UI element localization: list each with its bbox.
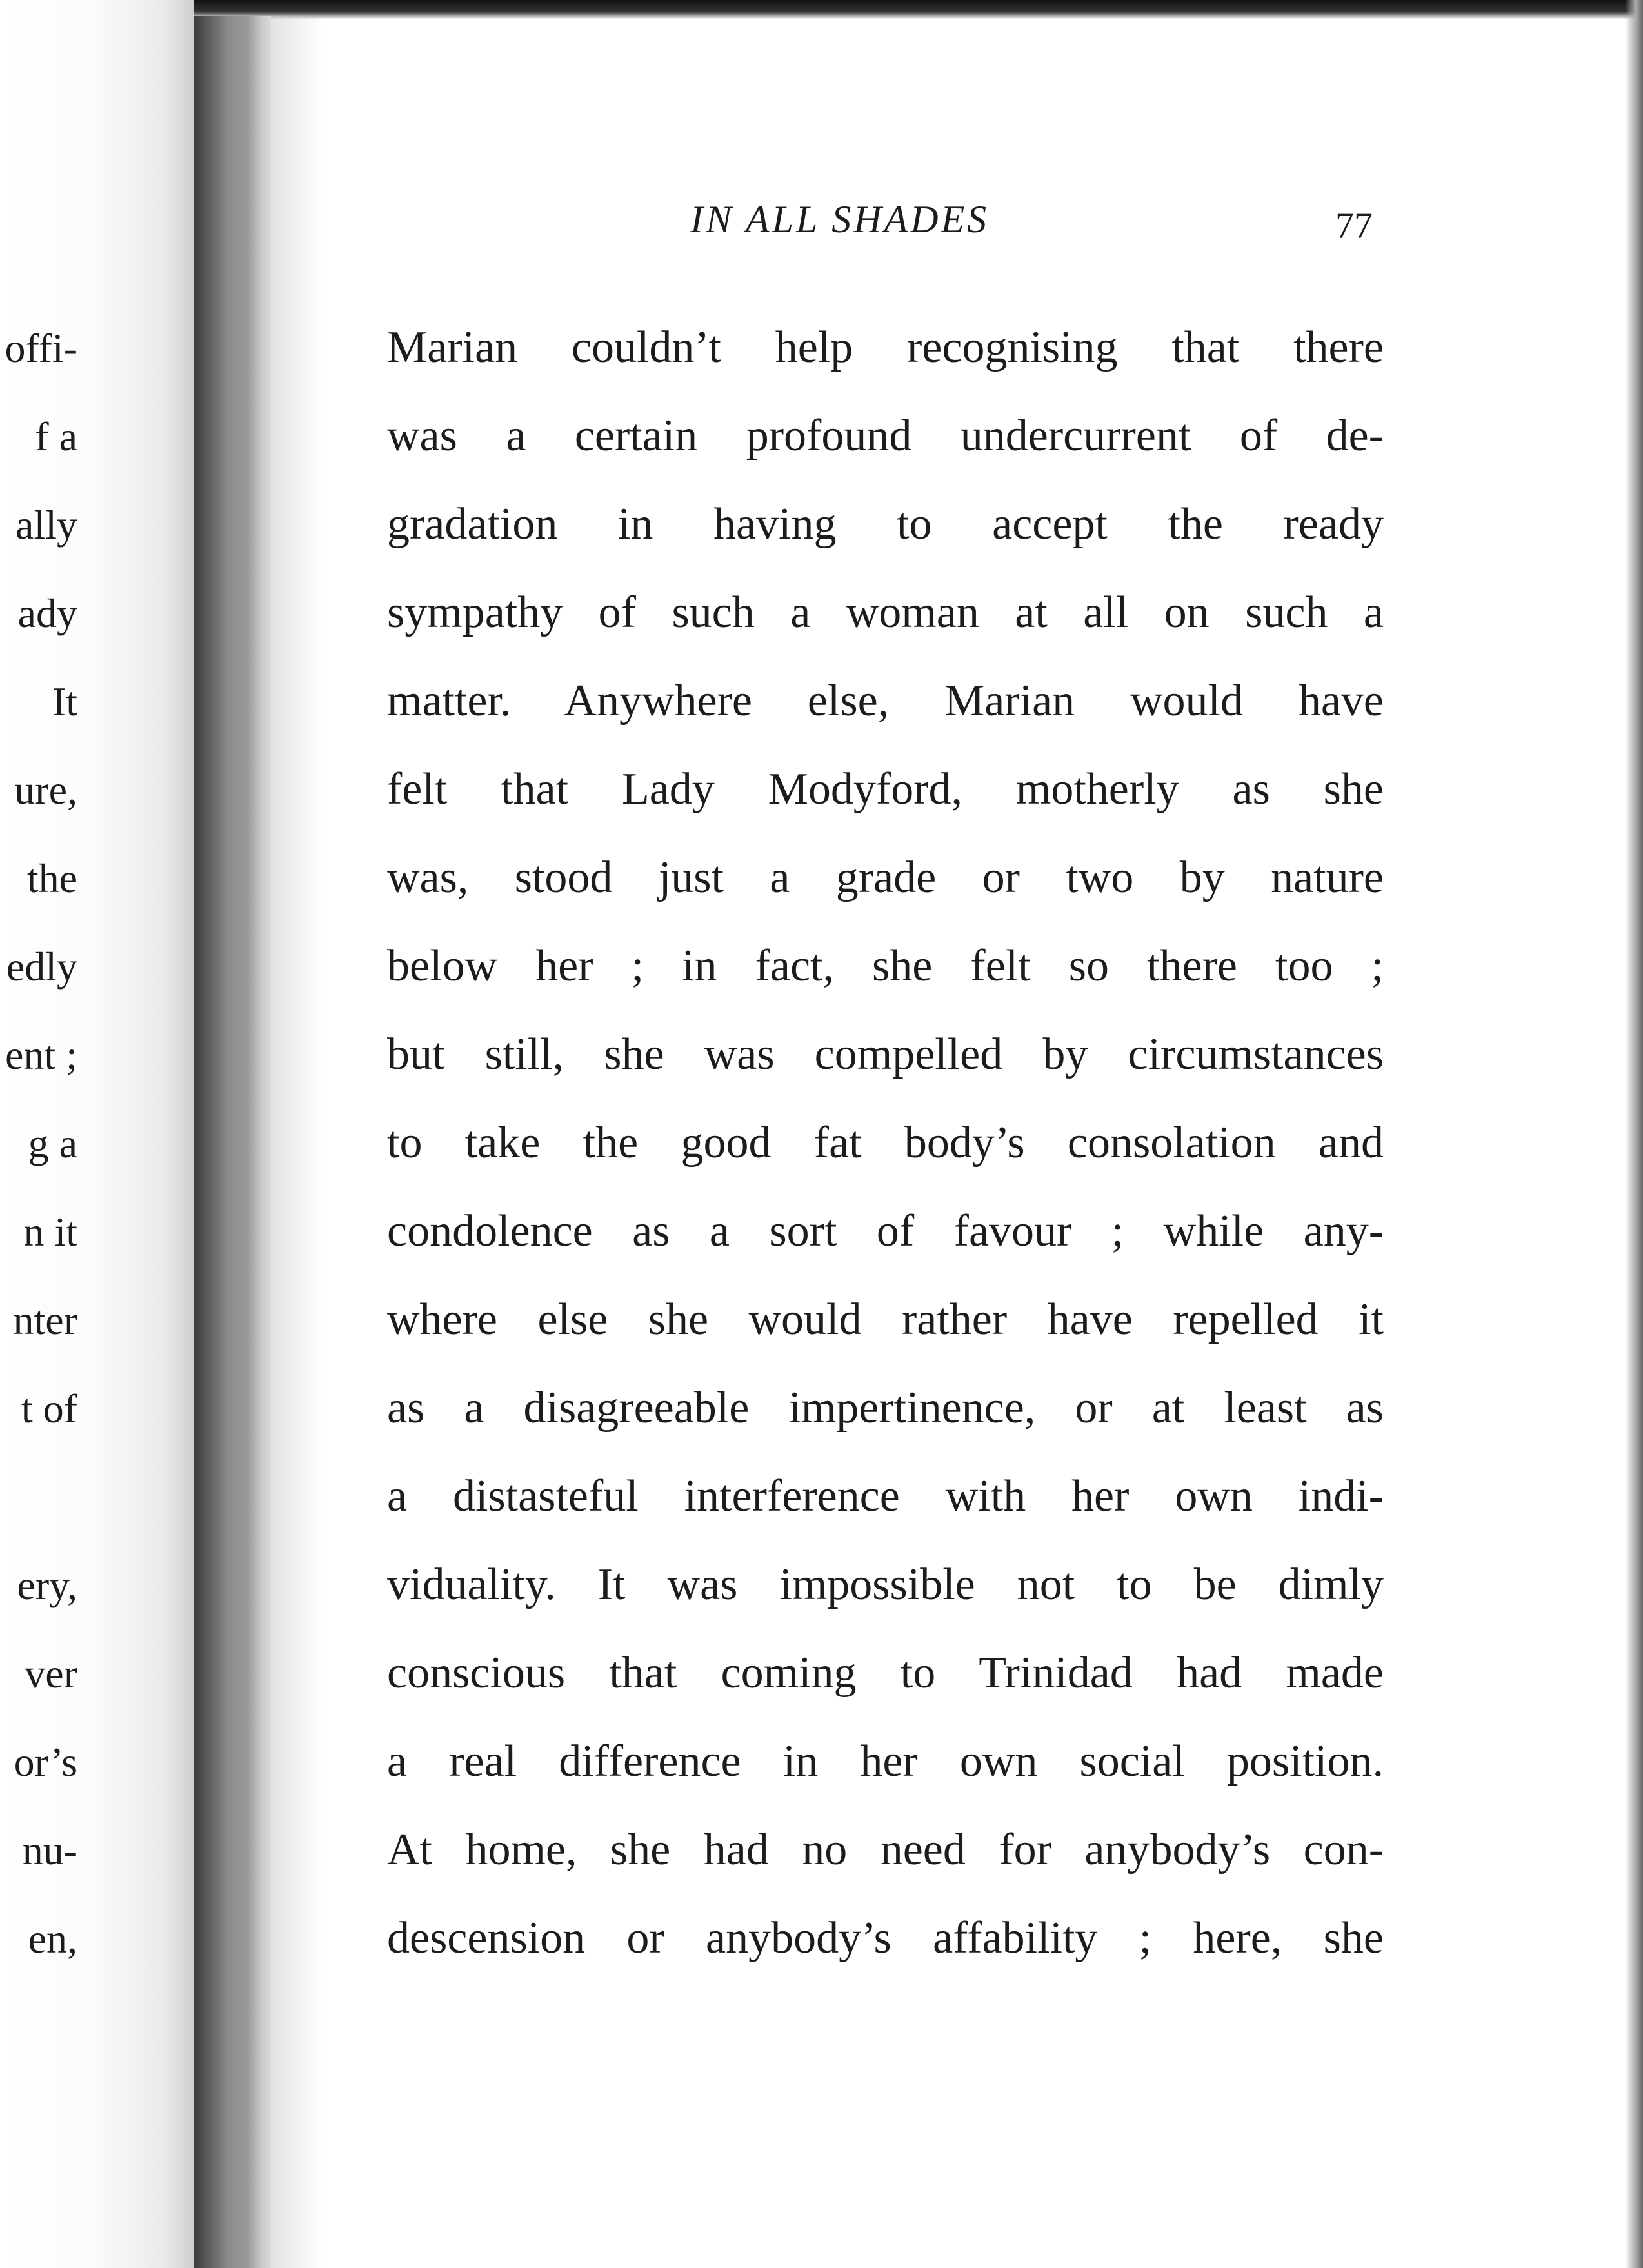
text-line: At home, she had no need for anybody’s con- [387, 1825, 1384, 1875]
text-line: Marian couldn’t help recognising that there [387, 323, 1384, 372]
text-line: gradation in having to accept the ready [387, 499, 1384, 549]
text-line: as a disagreeable impertinence, or at least as [387, 1383, 1384, 1433]
text-line: below her ; in fact, she felt so there too ; [387, 941, 1384, 991]
left-line-fragment: ure, [14, 767, 77, 813]
left-line-fragment: n it [23, 1209, 77, 1255]
left-line-fragment: It [52, 679, 77, 724]
left-line-fragment: ady [17, 590, 77, 636]
scan-right-edge [1625, 0, 1643, 2268]
text-line: a real difference in her own social position. [387, 1736, 1384, 1786]
running-title: IN ALL SHADES [690, 198, 990, 241]
left-line-fragment: or’s [14, 1739, 77, 1785]
text-line: sympathy of such a woman at all on such a [387, 588, 1384, 637]
left-line-fragment: t of [21, 1386, 77, 1431]
text-line: condolence as a sort of favour ; while any- [387, 1206, 1384, 1256]
scan-top-edge [187, 0, 1643, 19]
text-line: felt that Lady Modyford, motherly as she [387, 764, 1384, 814]
left-line-fragment: edly [6, 944, 77, 990]
left-line-fragment: ery, [17, 1562, 77, 1608]
left-line-fragment: nter [13, 1297, 77, 1343]
left-line-fragment: f a [35, 413, 77, 459]
text-line: where else she would rather have repelled it [387, 1295, 1384, 1344]
book-gutter-shadow [194, 16, 271, 2268]
page-number: 77 [1335, 204, 1373, 246]
gutter-soft-shade [264, 16, 323, 2268]
text-line: to take the good fat body’s consolation and [387, 1118, 1384, 1168]
text-line: matter. Anywhere else, Marian would have [387, 676, 1384, 726]
left-line-fragment: ally [15, 502, 77, 548]
text-line: was, stood just a grade or two by nature [387, 853, 1384, 902]
text-line: a distasteful interference with her own indi- [387, 1471, 1384, 1521]
body-text [387, 303, 1384, 1982]
left-line-fragment: ver [25, 1651, 77, 1696]
left-line-fragment: the [26, 855, 77, 901]
left-line-fragment: offi- [5, 325, 77, 371]
left-line-fragment: en, [28, 1916, 77, 1962]
text-line: was a certain profound undercurrent of de- [387, 411, 1384, 461]
left-line-fragment: ent ; [5, 1032, 77, 1078]
text-line: viduality. It was impossible not to be dimly [387, 1560, 1384, 1609]
text-line: descension or anybody’s affability ; here, she [387, 1913, 1384, 1963]
left-line-fragment: g a [28, 1120, 77, 1166]
text-line: conscious that coming to Trinidad had made [387, 1648, 1384, 1698]
facing-page-left [0, 0, 194, 2268]
text-line: but still, she was compelled by circumstances [387, 1030, 1384, 1079]
left-line-fragment: nu- [22, 1827, 77, 1873]
